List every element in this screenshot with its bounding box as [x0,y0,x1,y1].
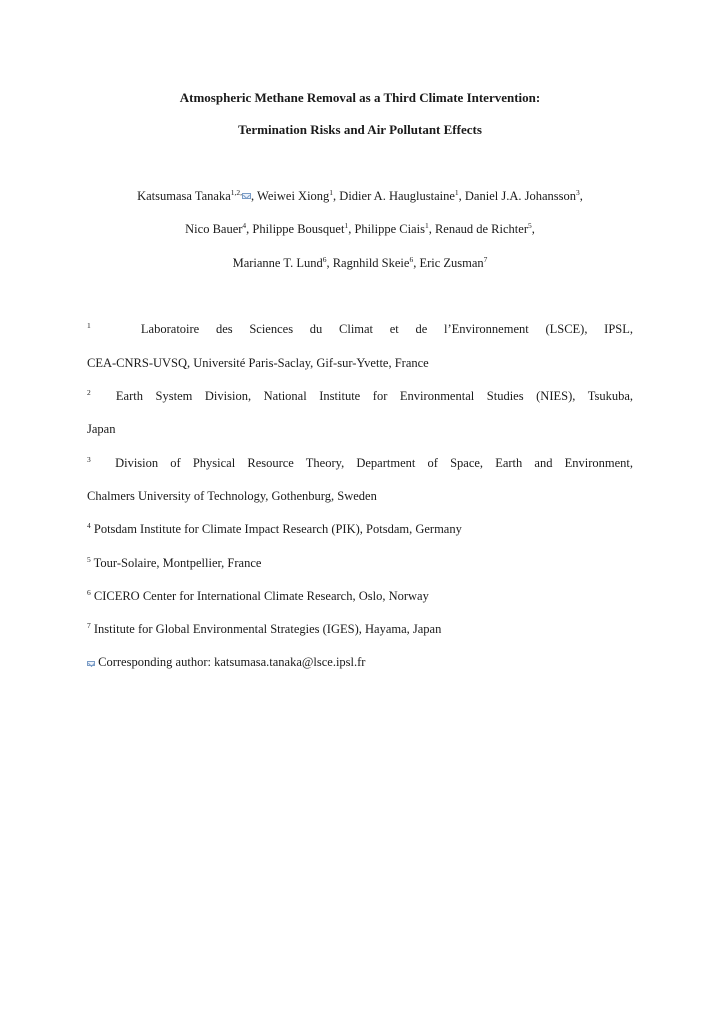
author-name: Nico Bauer [185,222,243,236]
affiliation-text: Institute for Global Environmental Strategies (IGES), Hayama, Japan [93,622,442,636]
author-affil-sup: 6 [322,255,327,264]
author-affil-sup: 1 [344,221,349,230]
affiliation-number: 5 [87,555,91,564]
corresponding-author [87,654,633,670]
affiliation-number: 7 [87,621,91,630]
affiliation-text: Laboratoire des Sciences du Climat et de l’Environnement (LSCE), IPSL, [140,322,634,336]
mail-icon [87,661,95,666]
affiliation-7 [87,621,633,637]
affiliation-number: 6 [87,588,91,597]
affiliation-1-line-2: CEA-CNRS-UVSQ, Université Paris-Saclay, Gif-sur-Yvette, France [87,356,429,370]
affiliation-text: Division of Physical Resource Theory, Department of Space, Earth and Environment, [115,456,634,470]
affiliation-number: 2 [87,388,91,397]
author-name: Marianne T. Lund [232,256,323,270]
affiliation-number: 1 [87,321,91,330]
affiliation-3-line-1 [87,455,633,471]
author-affil-sup: 1 [424,221,429,230]
author-affil-sup: 3 [576,188,580,197]
affiliation-3-line-2: Chalmers University of Technology, Gothenburg, Sweden [87,489,377,503]
author-affil-sup: 1 [454,188,459,197]
affiliation-2-line-2: Japan [87,422,116,436]
affiliation-number: 3 [87,455,91,464]
author-affil-sup: 1,2, [230,188,243,197]
author-line-3: Marianne T. Lund$^6$, Ragnhild Skeie$^6$, Eric Zusman$^7$ [232,255,488,270]
author-name: Daniel J.A. Johansson [464,189,577,203]
affiliation-6 [87,588,633,604]
mail-icon [242,193,251,199]
author-affil-sup: 4 [242,221,247,230]
affiliation-1-line-1 [87,321,633,337]
author-line-1: Katsumasa Tanaka$^{1,2,}$ , Weiwei Xiong$^1$, Didier A. Hauglustaine$^1$, Daniel J.A. Johansson$^3$, [137,188,583,203]
author-affil-sup: 7 [483,255,488,264]
affiliation-text: Tour-Solaire, Montpellier, France [93,556,262,570]
paper-title-line-2: Termination Risks and Air Pollutant Effects [238,122,482,137]
corresponding-author-text: Corresponding author: katsumasa.tanaka@lsce.ipsl.fr [98,655,366,669]
affiliation-text: Potsdam Institute for Climate Impact Research (PIK), Potsdam, Germany [93,522,462,536]
author-name: Weiwei Xiong [257,189,330,203]
author-line-2: Nico Bauer$^4$, Philippe Bousquet$^1$, Philippe Ciais$^1$, Renaud de Richter$^5$, [185,221,535,236]
author-name: Katsumasa Tanaka [137,189,231,203]
author-affil-sup: 5 [527,221,532,230]
author-affil-sup: 1 [329,188,334,197]
affiliation-number: 4 [87,521,91,530]
affiliation-text: CICERO Center for International Climate Research, Oslo, Norway [93,589,429,603]
affiliation-5 [87,555,633,571]
affiliation-text: Earth System Division, National Institute for Environmental Studies (NIES), Tsukuba, [115,389,634,403]
affiliation-2-line-1 [87,388,633,404]
author-affil-sup: 6 [409,255,414,264]
paper-title-line-1: Atmospheric Methane Removal as a Third Climate Intervention: [179,90,541,105]
author-name: Didier A. Hauglustaine [339,189,455,203]
author-name: Ragnhild Skeie [332,256,410,270]
affiliation-4 [87,521,633,537]
author-name: Renaud de Richter [434,222,528,236]
author-name: Eric Zusman [419,256,484,270]
author-name: Philippe Bousquet [252,222,345,236]
author-name: Philippe Ciais [354,222,425,236]
